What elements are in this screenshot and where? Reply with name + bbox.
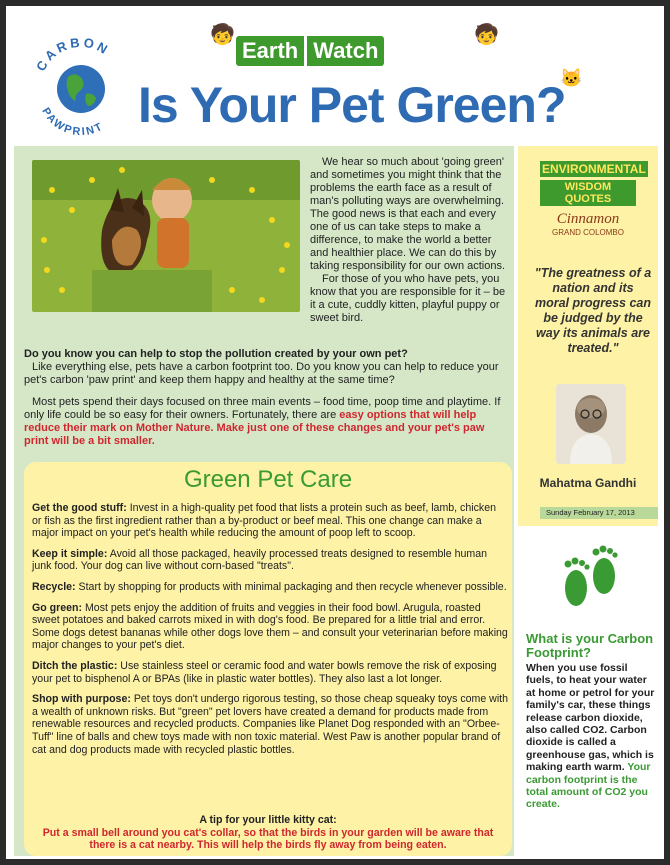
article-paragraph-2-text: Most pets spend their days focused on three main events – food time, poop time and playtime. If only life could be so easy for their owners. Fortunately, there are: [24, 396, 501, 421]
cat-icon: 🐱: [560, 68, 583, 88]
care-item-label: Keep it simple:: [32, 547, 108, 560]
kitty-tip-title: A tip for your little kitty cat:: [199, 814, 337, 826]
care-item-text: Most pets enjoy the addition of fruits and veggies in their food bowl. Arugula, roasted sweet potatoes and baked carrots mixed in with dog's food. Be prepared for a little trial and error. Some dogs detest bananas while other dogs love them – and consult your veterinarian before making major changes to your pet's diet.: [32, 601, 508, 652]
header: [6, 6, 664, 146]
kitty-tip-text: Put a small bell around you cat's collar, so that the birds in your garden will be aware that there is a cat nearby. This will help the birds fly away from being eaten.: [42, 826, 494, 852]
newspaper-page: [6, 6, 664, 859]
care-item-label: Shop with purpose:: [32, 693, 131, 706]
article-paragraph-2-highlight: easy options that will help reduce their mark on Mother Nature. Make just one of these changes and your pet's paw print will be a bit smaller.: [24, 409, 485, 447]
care-item: [32, 502, 508, 540]
svg-text:CARBON: CARBON: [33, 34, 113, 74]
article-body: [24, 348, 510, 457]
intro-paragraph-1: We hear so much about 'going green' and sometimes you might think that the problems the earth face as a result of man's polluting ways are overwhelming. The good news is that each and every one of us can take steps to make a difference, to make the world a better and healthier place. We can do this by taking responsibility for our own actions.: [310, 156, 506, 272]
green-footprints-icon: [552, 538, 628, 618]
environmental-wisdom-quotes-logo: [540, 160, 646, 237]
sponsor-name: Cinnamon: [556, 211, 620, 227]
care-item-text: Pet toys don't undergo rigorous testing, so those cheap squeaky toys come with a wealth of unknown risks. But "green" pet lovers have created a demand for products made from renewable resources and recycled products. Companies like Planet Dog responded with an "Orbee-Tuff" line of balls and chew toys made with non toxic material. West Paw is another popular brand of cat and dog products made with recycled plastic bottles.: [32, 693, 509, 756]
article-question: Do you know you can help to stop the pollution created by your own pet?: [24, 348, 408, 360]
ew-line-1: ENVIRONMENTAL: [542, 162, 646, 176]
kitty-tip: [32, 814, 504, 852]
care-item-text: Use stainless steel or ceramic food and water bowls remove the risk of exposing your pet to bisphenol A or BPAs (like in plastic water bottles). They also last a lot longer.: [32, 659, 497, 685]
care-item-text: Avoid all those packaged, heavily processed treats designed to resemble human junk food. Your dog can live without corn-based "treats".: [32, 547, 488, 573]
carbon-footprint-text: [526, 662, 656, 811]
carbon-pawprint-logo: [26, 32, 136, 142]
boy-and-dog-photo: [32, 160, 300, 312]
care-item: [32, 581, 508, 594]
quote-author: Mahatma Gandhi: [539, 476, 637, 490]
green-pet-care-list: [32, 502, 508, 764]
care-item: [32, 548, 508, 573]
brand-watch: Watch: [304, 36, 384, 66]
green-pet-care-box: [24, 462, 512, 856]
issue-date: Sunday February 17, 2013: [540, 507, 658, 519]
intro-text: [310, 156, 510, 325]
care-item: [32, 693, 508, 756]
care-item: [32, 602, 508, 652]
care-item-label: Go green:: [32, 601, 83, 614]
carbon-footprint-body: When you use fossil fuels, to heat your water at home or petrol for your family's car, these things release carbon dioxide, also called CO2. Carbon dioxide is called a greenhouse gas, which is making earth warm.: [526, 662, 655, 774]
svg-text:PAWPRINT: PAWPRINT: [39, 105, 106, 139]
care-item-text: Invest in a high-quality pet food that lists a protein such as beef, lamb, chicken or fish as the first ingredient rather than a by-product or beef meal. This one change can make a major impact on your pet's health while reducing the amount of poop left to scoop.: [32, 502, 496, 540]
gandhi-portrait: [556, 384, 626, 464]
main-article: [14, 146, 514, 856]
care-item-label: Get the good stuff:: [32, 502, 127, 514]
care-item: [32, 660, 508, 685]
carbon-footprint-definition: Your carbon footprint is the total amount of CO2 you create.: [526, 761, 651, 811]
article-paragraph-2: [24, 396, 510, 448]
kid-girl-icon: 🧒: [210, 24, 235, 46]
care-item-label: Recycle:: [32, 580, 76, 593]
carbon-footprint-panel: [518, 526, 658, 856]
ew-line-2: WISDOM QUOTES: [540, 180, 636, 206]
earthwatch-brand: [236, 36, 384, 66]
article-paragraph-1: Like everything else, pets have a carbon footprint too. Do you know you can help to reduce your pet's carbon 'paw print' and keep them happy and healthy at the same time?: [24, 361, 499, 386]
care-item-text: Start by shopping for products with minimal packaging and then recycle whenever possible.: [75, 580, 507, 593]
page-title: Is Your Pet Green?: [138, 77, 566, 133]
intro-paragraph-2: For those of you who have pets, you know that you are responsible for it – be it a cute, cuddly kitten, playful puppy or sweet bird.: [310, 273, 506, 324]
sponsor-subtitle: GRAND COLOMBO: [551, 228, 624, 237]
care-item-label: Ditch the plastic:: [32, 659, 118, 672]
green-pet-care-heading: Green Pet Care: [183, 466, 353, 493]
quote-text: "The greatness of a nation and its moral progress can be judged by the way its animals are treated.": [534, 266, 652, 355]
brand-earth: Earth: [236, 36, 304, 66]
kid-boy-icon: 🧒: [474, 24, 499, 46]
wisdom-quote-panel: [518, 146, 658, 526]
carbon-footprint-heading: What is your Carbon Footprint?: [526, 631, 654, 660]
